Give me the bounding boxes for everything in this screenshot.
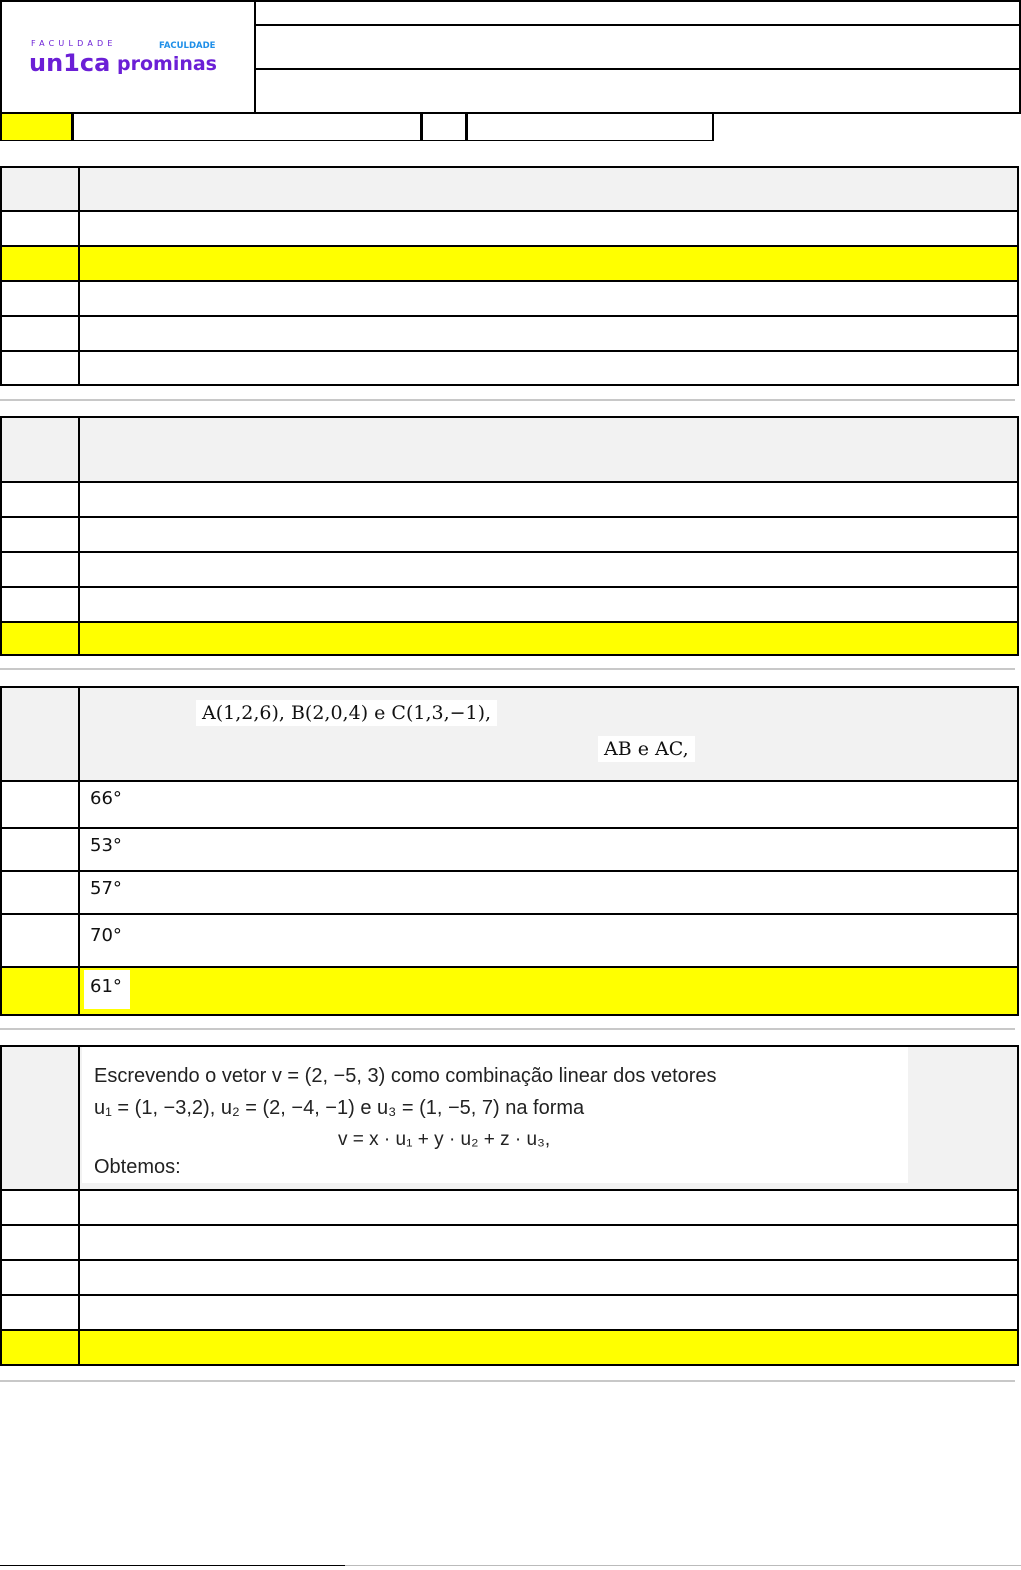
option-value: 66°: [84, 782, 130, 815]
info-highlight-cell: [0, 114, 72, 141]
question-1-option-e[interactable]: [2, 350, 1017, 384]
question-4-option-d[interactable]: [2, 1294, 1017, 1329]
question-3-option-e[interactable]: [2, 966, 1017, 1014]
question-1-option-c[interactable]: [2, 280, 1017, 315]
question-1-option-a[interactable]: [2, 210, 1017, 245]
question-4-line-4: Obtemos:: [94, 1156, 181, 1178]
question-3-option-b[interactable]: [2, 827, 1017, 870]
question-4-statement: [82, 1047, 908, 1183]
question-2-option-d[interactable]: [2, 586, 1017, 621]
question-2-stem: [2, 418, 1017, 481]
question-separator: [0, 1028, 1015, 1030]
question-4-stem: [2, 1047, 1017, 1189]
info-cell-b: [421, 114, 466, 141]
option-value: 70°: [84, 919, 130, 952]
footer-rule-light: [345, 1565, 1021, 1566]
info-cell-c: [466, 114, 714, 141]
question-3-option-c[interactable]: [2, 870, 1017, 913]
question-2-option-b[interactable]: [2, 516, 1017, 551]
question-4-option-e[interactable]: [2, 1329, 1017, 1364]
option-value: 57°: [84, 872, 130, 905]
question-3-table: [0, 686, 1019, 1016]
question-4-line-3: v = x · u₁ + y · u₂ + z · u₃,: [338, 1129, 551, 1150]
question-2-option-c[interactable]: [2, 551, 1017, 586]
question-2-option-e[interactable]: [2, 621, 1017, 654]
question-separator: [0, 399, 1015, 401]
question-4-table: [0, 1045, 1019, 1366]
option-value: 61°: [84, 970, 130, 1009]
question-3-option-a[interactable]: [2, 780, 1017, 827]
question-separator: [0, 1380, 1015, 1382]
question-1-option-b[interactable]: [2, 245, 1017, 280]
question-3-vectors: AB e AC,: [598, 736, 695, 762]
question-1-option-d[interactable]: [2, 315, 1017, 350]
question-1-stem: [2, 168, 1017, 210]
logo-prominas-top: FACULDADE: [159, 41, 216, 51]
question-1-table: [0, 166, 1019, 386]
header-row-1: [256, 0, 1021, 26]
logo-cell: [0, 0, 256, 114]
question-4-option-c[interactable]: [2, 1259, 1017, 1294]
question-3-option-d[interactable]: [2, 913, 1017, 966]
question-4-line-2: u₁ = (1, −3,2), u₂ = (2, −4, −1) e u₃ = (1, −5, 7) na forma: [94, 1097, 585, 1119]
header-row-3: [256, 70, 1021, 114]
header-row-2: [256, 26, 1021, 70]
info-cell-a: [72, 114, 421, 141]
question-2-option-a[interactable]: [2, 481, 1017, 516]
question-2-table: [0, 416, 1019, 656]
question-4-option-b[interactable]: [2, 1224, 1017, 1259]
question-3-stem: [2, 688, 1017, 780]
option-value: 53°: [84, 829, 130, 862]
logo-unica: un1ca: [29, 49, 111, 77]
question-3-points: A(1,2,6), B(2,0,4) e C(1,3,−1),: [196, 700, 497, 726]
question-4-line-1: Escrevendo o vetor v = (2, −5, 3) como combinação linear dos vetores: [94, 1065, 717, 1087]
faculdade-logo: [27, 37, 227, 77]
logo-prominas: prominas: [117, 53, 217, 75]
logo-top-text: FACULDADE: [31, 39, 117, 48]
footer-rule: [0, 1565, 345, 1566]
question-4-option-a[interactable]: [2, 1189, 1017, 1224]
question-separator: [0, 668, 1015, 670]
